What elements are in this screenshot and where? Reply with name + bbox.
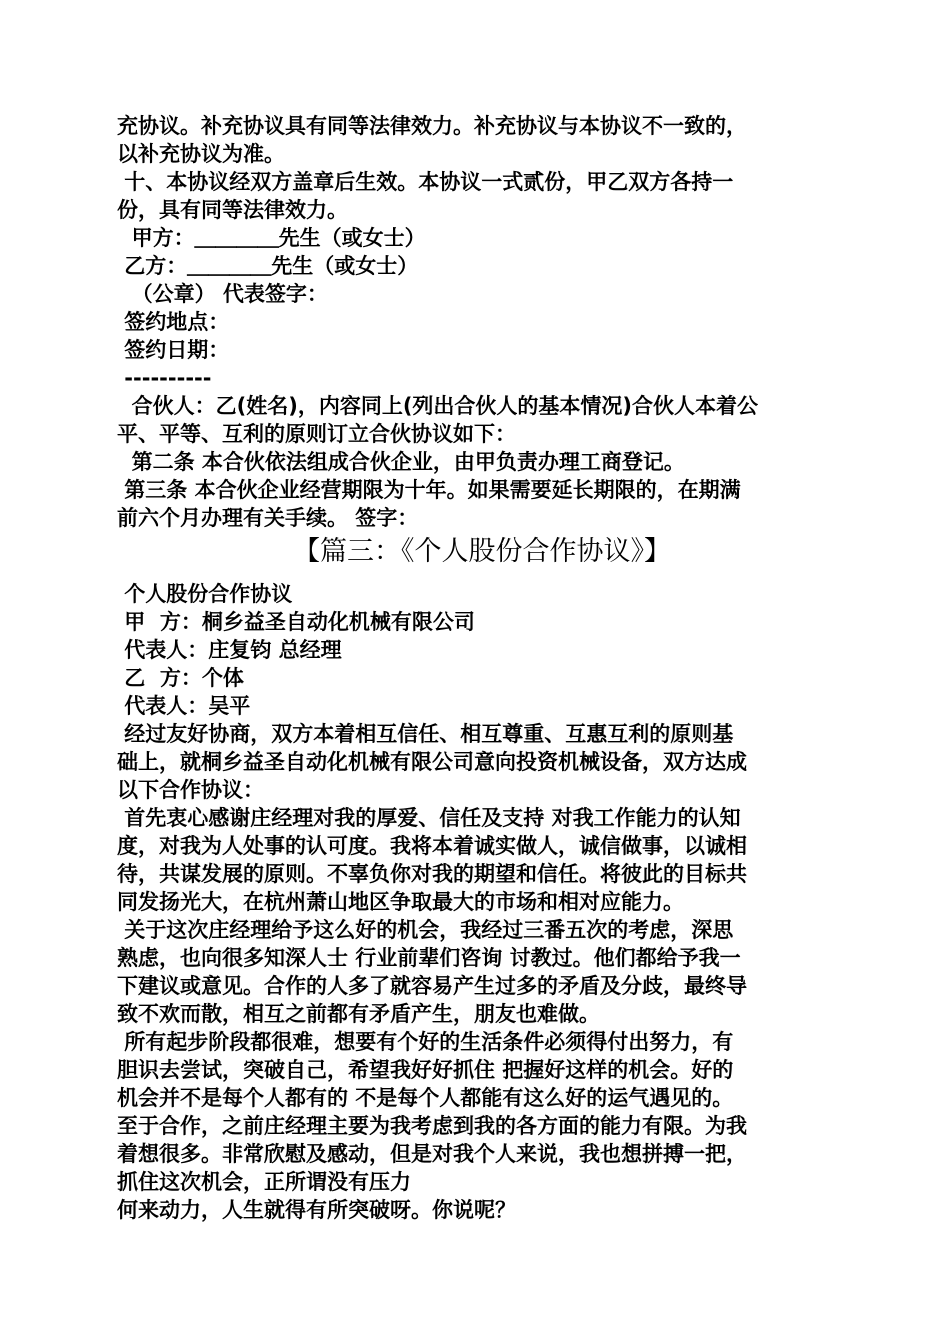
agreement-title: 个人股份合作协议 <box>117 582 293 606</box>
text-line: 十、本协议经双方盖章后生效。本协议一式贰份，甲乙双方各持一 <box>117 170 734 194</box>
text-line: 以下合作协议： <box>117 778 264 802</box>
party-a-line: 甲方：＿＿＿＿先生（或女士） <box>117 226 426 250</box>
text-line: 着想很多。非常欣慰及感动，但是对我个人来说，我也想拼搏一把， <box>117 1142 747 1166</box>
text-line: 致不欢而散，相互之前都有矛盾产生，朋友也难做。 <box>117 1002 600 1026</box>
representative-line: 代表人：庄复钧 总经理 <box>117 638 342 662</box>
text-line: 第三条 本合伙企业经营期限为十年。如果需要延长期限的，在期满 <box>117 478 741 502</box>
representative-line: 代表人：吴平 <box>117 694 251 718</box>
signing-date-line: 签约日期： <box>117 338 230 362</box>
text-line: 第二条 本合伙依法组成合伙企业，由甲负责办理工商登记。 <box>117 450 685 474</box>
party-a-line: 甲 方：桐乡益圣自动化机械有限公司 <box>117 610 475 634</box>
text-line: 平、平等、互利的原则订立合伙协议如下： <box>117 422 516 446</box>
text-line: 待，共谋发展的原则。不辜负你对我的期望和信任。将彼此的目标共 <box>117 862 747 886</box>
text-line: 同发扬光大，在杭州萧山地区争取最大的市场和相对应能力。 <box>117 890 684 914</box>
text-line: 至于合作，之前庄经理主要为我考虑到我的各方面的能力有限。为我 <box>117 1114 747 1138</box>
text-line: 以补充协议为准。 <box>117 142 285 166</box>
text-line: 合伙人：乙(姓名)，内容同上(列出合伙人的基本情况)合伙人本着公 <box>117 394 759 418</box>
text-line: 度，对我为人处事的认可度。我将本着诚实做人，诚信做事，以诚相 <box>117 834 747 858</box>
party-b-line: 乙 方：个体 <box>117 666 244 690</box>
separator-line: ---------- <box>117 366 212 390</box>
agreement-closing-section <box>117 112 837 532</box>
text-line: 份，具有同等法律效力。 <box>117 198 348 222</box>
text-line: 熟虑，也向很多知深人士 行业前辈们咨询 讨教过。他们都给予我一 <box>117 946 741 970</box>
text-line: 首先衷心感谢庄经理对我的厚爱、信任及支持 对我工作能力的认知 <box>117 806 741 830</box>
party-b-line: 乙方：＿＿＿＿先生（或女士） <box>117 254 419 278</box>
text-line: 何来动力，人生就得有所突破呀。你说呢？ <box>117 1198 516 1222</box>
document-page <box>117 112 837 1224</box>
signing-place-line: 签约地点： <box>117 310 230 334</box>
text-line: 关于这次庄经理给予这么好的机会，我经过三番五次的考虑，深思 <box>117 918 734 942</box>
section-heading: 【篇三：《个人股份合作协议》】 <box>293 536 671 567</box>
text-line: 机会并不是每个人都有的 不是每个人都能有这么好的运气遇见的。 <box>117 1086 734 1110</box>
share-cooperation-agreement-section <box>117 580 837 1224</box>
text-line: 充协议。补充协议具有同等法律效力。补充协议与本协议不一致的， <box>117 114 747 138</box>
text-line: 下建议或意见。合作的人多了就容易产生过多的矛盾及分歧，最终导 <box>117 974 747 998</box>
text-line: 抓住这次机会，正所谓没有压力 <box>117 1170 411 1194</box>
text-line: 前六个月办理有关手续。 签字： <box>117 506 419 530</box>
text-line: 胆识去尝试，突破自己，希望我好好抓住 把握好这样的机会。好的 <box>117 1058 734 1082</box>
text-line: 经过友好协商，双方本着相互信任、相互尊重、互惠互利的原则基 <box>117 722 734 746</box>
seal-signature-line: （公章） 代表签字： <box>117 282 328 306</box>
text-line: 所有起步阶段都很难，想要有个好的生活条件必须得付出努力，有 <box>117 1030 734 1054</box>
text-line: 础上，就桐乡益圣自动化机械有限公司意向投资机械设备，双方达成 <box>117 750 747 774</box>
